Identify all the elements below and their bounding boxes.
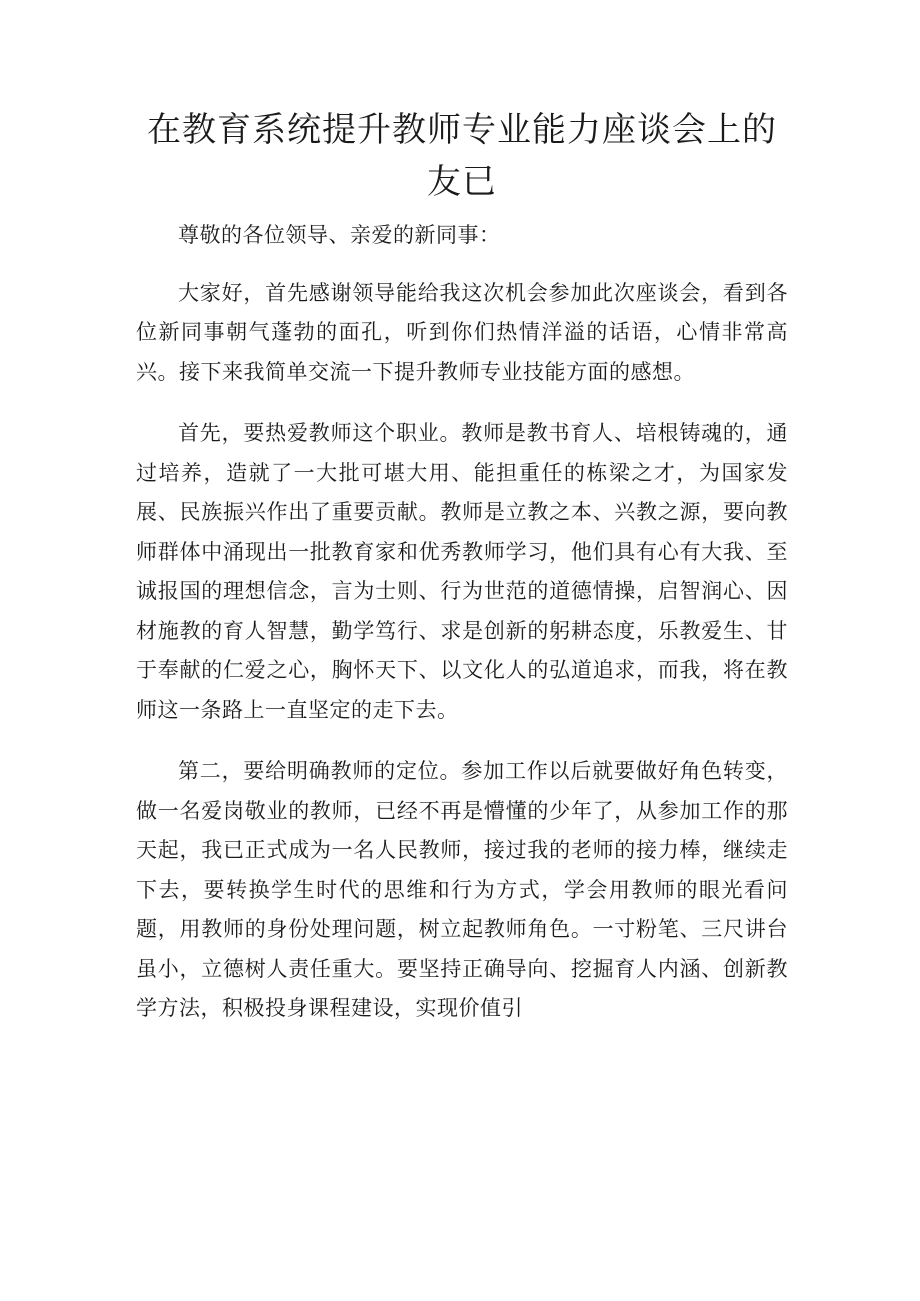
salutation: 尊敬的各位领导、亲爱的新同事：	[178, 223, 501, 247]
title-line-2: 友已	[427, 162, 497, 202]
paragraph-opening: 大家好，首先感谢领导能给我这次机会参加此次座谈会，看到各位新同事朝气蓬勃的面孔，听到你们热情洋溢的话语，心情非常高兴。接下来我简单交流一下提升教师专业技能方面的感想。	[136, 280, 788, 384]
document-title	[136, 104, 788, 208]
paragraph-first-point: 首先，要热爱教师这个职业。教师是教书育人、培根铸魂的，通过培养，造就了一大批可堪大用、能担重任的栋梁之才，为国家发展、民族振兴作出了重要贡献。教师是立教之本、兴教之源，要向教师群体中涌现出一批教育家和优秀教师学习，他们具有心有大我、至诚报国的理想信念，言为士则、行为世范的道德情操，启智润心、因材施教的育人智慧，勤学笃行、求是创新的躬耕态度，乐教爱生、甘于奉献的仁爱之心，胸怀天下、以文化人的弘道追求，而我，将在教师这一条路上一直坚定的走下去。	[136, 421, 788, 722]
paragraph-second-point: 第二，要给明确教师的定位。参加工作以后就要做好角色转变，做一名爱岗敬业的教师，已经不再是懵懂的少年了，从参加工作的那天起，我已正式成为一名人民教师，接过我的老师的接力棒，继续走下去，要转换学生时代的思维和行为方式，学会用教师的眼光看问题，用教师的身份处理问题，树立起教师角色。一寸粉笔、三尺讲台虽小，立德树人责任重大。要坚持正确导向、挖掘育人内涵、创新教学方法，积极投身课程建设，实现价值引	[136, 759, 788, 1020]
title-line-1: 在教育系统提升教师专业能力座谈会上的	[147, 110, 777, 150]
